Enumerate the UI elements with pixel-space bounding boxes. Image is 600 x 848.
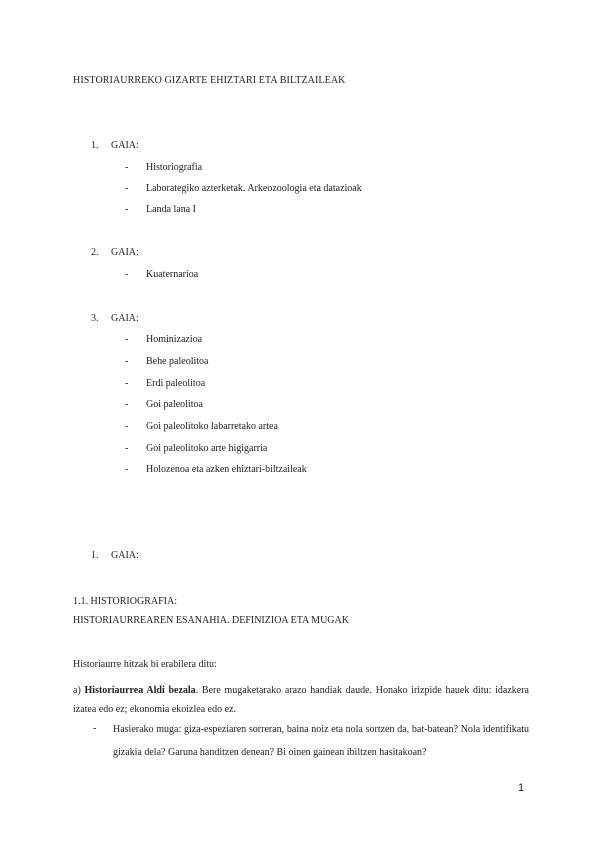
page-number: 1 — [518, 782, 525, 794]
body-intro: Historiaurre hitzak bi erabilera ditu: — [73, 659, 217, 670]
toc-item: Behe paleolitoa — [146, 356, 209, 367]
toc-label: GAIA: — [111, 247, 139, 258]
chapter-label: GAIA: — [111, 550, 139, 561]
toc-number: 2. — [91, 247, 99, 258]
section-heading: 1.1. HISTORIOGRAFIA: — [73, 596, 177, 607]
toc-item: Goi paleolitoko arte higigarria — [146, 443, 268, 454]
list-dash: - — [125, 464, 129, 475]
list-dash: - — [125, 399, 129, 410]
list-dash: - — [125, 183, 129, 194]
list-dash: - — [125, 356, 129, 367]
toc-item: Goi paleolitoko labarretako artea — [146, 421, 278, 432]
chapter-number: 1. — [91, 550, 99, 561]
toc-item: Laborategiko azterketak. Arkeozoologia eta datazioak — [146, 183, 362, 194]
document-title: HISTORIAURREKO GIZARTE EHIZTARI ETA BILTZAILEAK — [73, 75, 346, 86]
list-dash: - — [125, 378, 129, 389]
toc-item: Goi paleolitoa — [146, 399, 203, 410]
toc-item: Historiografia — [146, 162, 203, 173]
bullet-paragraph: Hasierako muga: giza-espeziaren sorreran, baina noiz eta nola sortzen da, bat-batean? Nola identifikatu gizakia dela? Garuna handitzen denean? Bi oinen gainean ibiltzen hasitakoan? — [113, 724, 529, 758]
toc-item: Landa lana I — [146, 204, 196, 215]
list-dash: - — [125, 421, 129, 432]
toc-item: Holozenoa eta azken ehiztari-biltzaileak — [146, 464, 307, 475]
toc-item: Kuaternarioa — [146, 269, 199, 280]
toc-label: GAIA: — [111, 140, 139, 151]
list-dash: - — [93, 723, 97, 734]
list-dash: - — [125, 443, 129, 454]
toc-number: 1. — [91, 140, 99, 151]
toc-item: Hominizazioa — [146, 334, 203, 345]
list-dash: - — [125, 334, 129, 345]
paragraph-a-prefix: a) — [73, 685, 85, 696]
toc-number: 3. — [91, 313, 99, 324]
toc-item: Erdi paleolitoa — [146, 378, 206, 389]
list-dash: - — [125, 162, 129, 173]
toc-label: GAIA: — [111, 313, 139, 324]
paragraph-a — [73, 681, 529, 719]
paragraph-a-text: . Bere mugaketarako arazo handiak daude. Honako irizpide hauek ditu: idazkera izatea edo ez; ekonomia ekoizlea edo ez. — [73, 685, 529, 715]
section-subheading: HISTORIAURREAREN ESANAHIA. DEFINIZIOA ETA MUGAK — [73, 615, 349, 626]
list-dash: - — [125, 269, 129, 280]
paragraph-a-bold: Historiaurrea Aldi bezala — [84, 685, 196, 696]
list-dash: - — [125, 204, 129, 215]
